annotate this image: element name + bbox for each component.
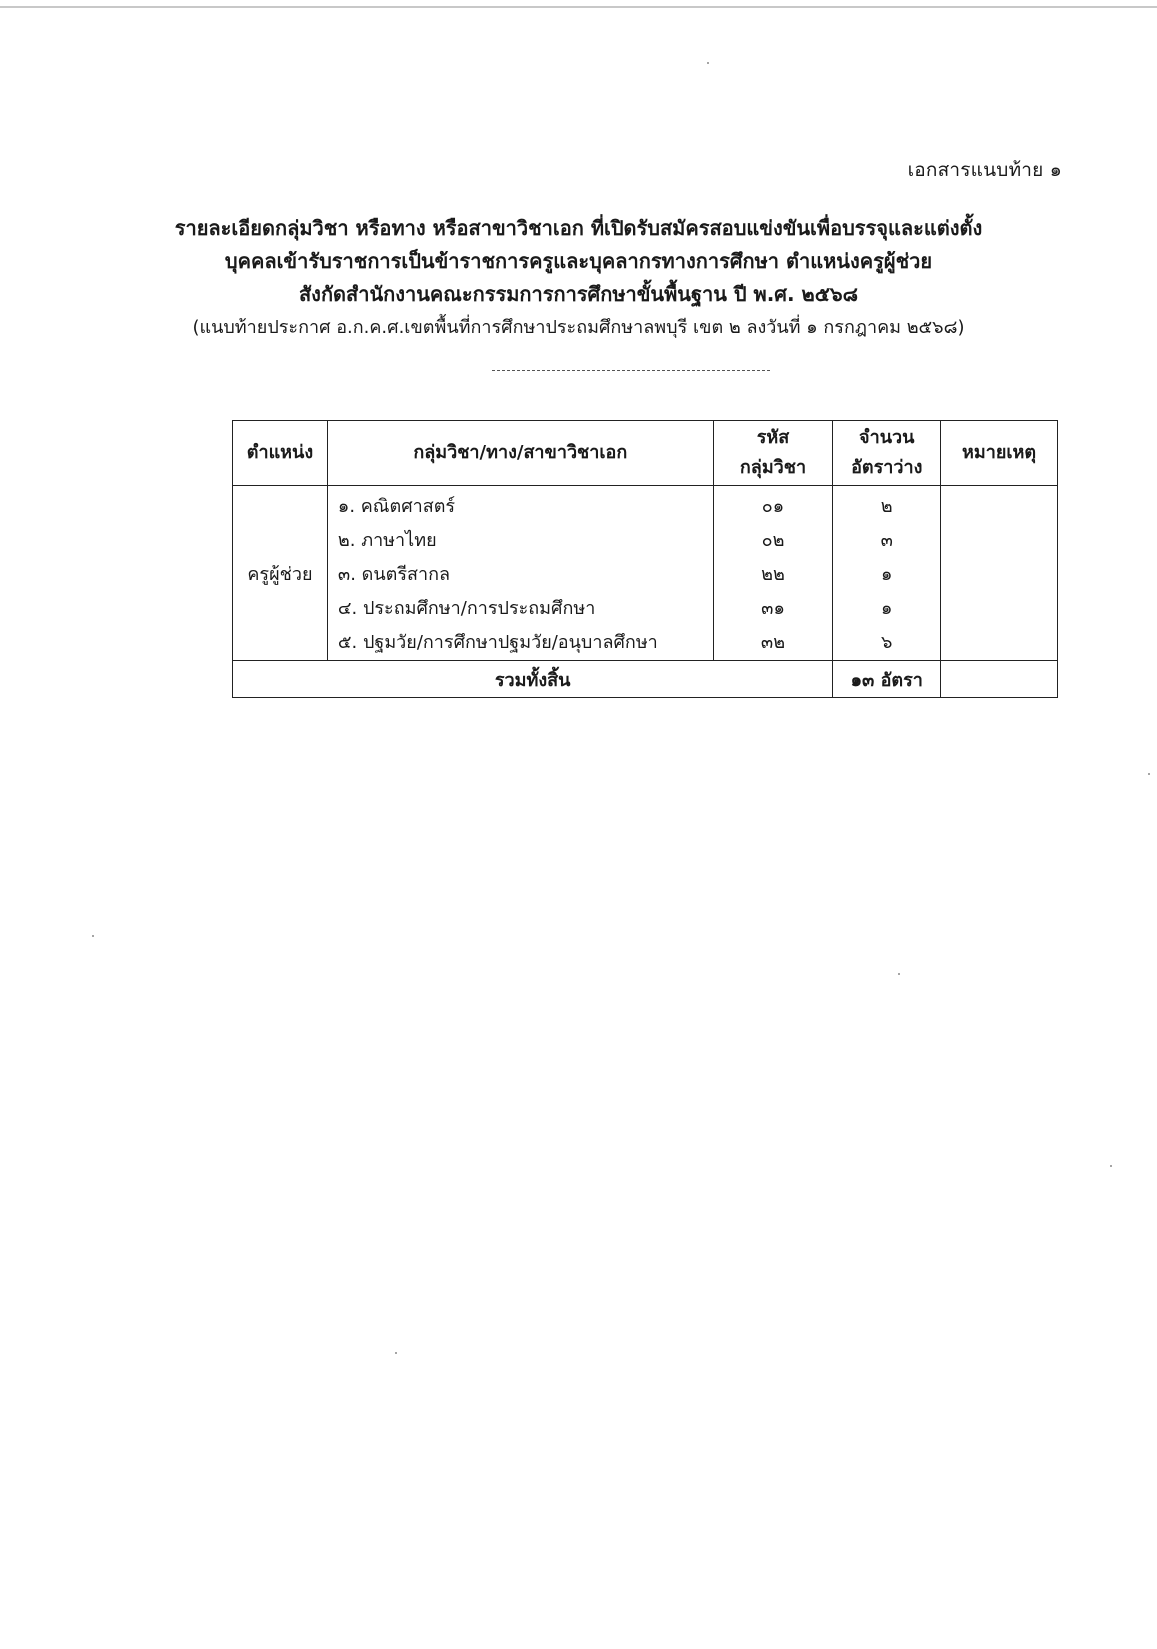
header-count-line-1: จำนวน [859, 427, 915, 448]
header-code-line-1: รหัส [756, 427, 790, 448]
code-value: ๓๑ [761, 598, 785, 619]
heading-line-2: บุคคลเข้ารับราชการเป็นข้าราชการครูและบุคลากรทางการศึกษา ตำแหน่งครูผู้ช่วย [224, 249, 933, 273]
header-subject: กลุ่มวิชา/ทาง/สาขาวิชาเอก [327, 421, 713, 486]
count-value: ๖ [881, 632, 893, 653]
vacancy-table [232, 420, 1058, 698]
code-value: ๓๒ [760, 632, 786, 653]
document-heading [0, 212, 1157, 344]
header-count-line-2: อัตราว่าง [851, 457, 923, 478]
header-remark: หมายเหตุ [941, 421, 1058, 486]
total-remark-cell [941, 661, 1058, 698]
scan-speck [898, 973, 900, 975]
subject-item: ๕. ปฐมวัย/การศึกษาปฐมวัย/อนุบาลศึกษา [337, 632, 658, 653]
header-code-line-2: กลุ่มวิชา [739, 457, 807, 478]
table-body-row [233, 486, 1058, 661]
count-value: ๓ [880, 530, 893, 551]
code-cell [713, 486, 833, 661]
code-value: ๒๒ [761, 564, 785, 585]
subject-item: ๔. ประถมศึกษา/การประถมศึกษา [337, 598, 596, 619]
subject-item: ๑. คณิตศาสตร์ [337, 496, 456, 517]
scan-speck [707, 62, 709, 64]
remark-cell [941, 486, 1058, 661]
scan-speck [395, 1352, 397, 1354]
heading-line-1: รายละเอียดกลุ่มวิชา หรือทาง หรือสาขาวิชาเอก ที่เปิดรับสมัครสอบแข่งขันเพื่อบรรจุและแต่งตั้ง [174, 216, 983, 240]
count-value: ๑ [881, 598, 893, 619]
scan-speck [1110, 1165, 1112, 1167]
scan-top-edge [0, 6, 1157, 8]
code-value: ๐๑ [761, 496, 785, 517]
subject-cell [327, 486, 713, 661]
count-value: ๑ [881, 564, 893, 585]
table-total-row [233, 661, 1058, 698]
header-code [713, 421, 833, 486]
total-label: รวมทั้งสิ้น [233, 661, 833, 698]
header-count [833, 421, 941, 486]
header-position: ตำแหน่ง [233, 421, 328, 486]
count-value: ๒ [880, 496, 893, 517]
scan-speck [92, 935, 94, 937]
subject-item: ๓. ดนตรีสากล [337, 564, 451, 585]
heading-dashed-divider [492, 370, 770, 371]
subject-item: ๒. ภาษาไทย [337, 530, 437, 551]
annex-label: เอกสารแนบท้าย ๑ [907, 159, 1062, 181]
scan-speck [1148, 773, 1150, 775]
heading-line-3: สังกัดสำนักงานคณะกรรมการการศึกษาขั้นพื้นฐาน ปี พ.ศ. ๒๕๖๘ [298, 282, 859, 306]
table-header-row [233, 421, 1058, 486]
code-value: ๐๒ [761, 530, 785, 551]
position-cell: ครูผู้ช่วย [233, 486, 328, 661]
total-value: ๑๓ อัตรา [833, 661, 941, 698]
heading-reference-line: (แนบท้ายประกาศ อ.ก.ค.ศ.เขตพื้นที่การศึกษาประถมศึกษาลพบุรี เขต ๒ ลงวันที่ ๑ กรกฎาคม ๒๕๖๘) [192, 317, 965, 338]
count-cell [833, 486, 941, 661]
